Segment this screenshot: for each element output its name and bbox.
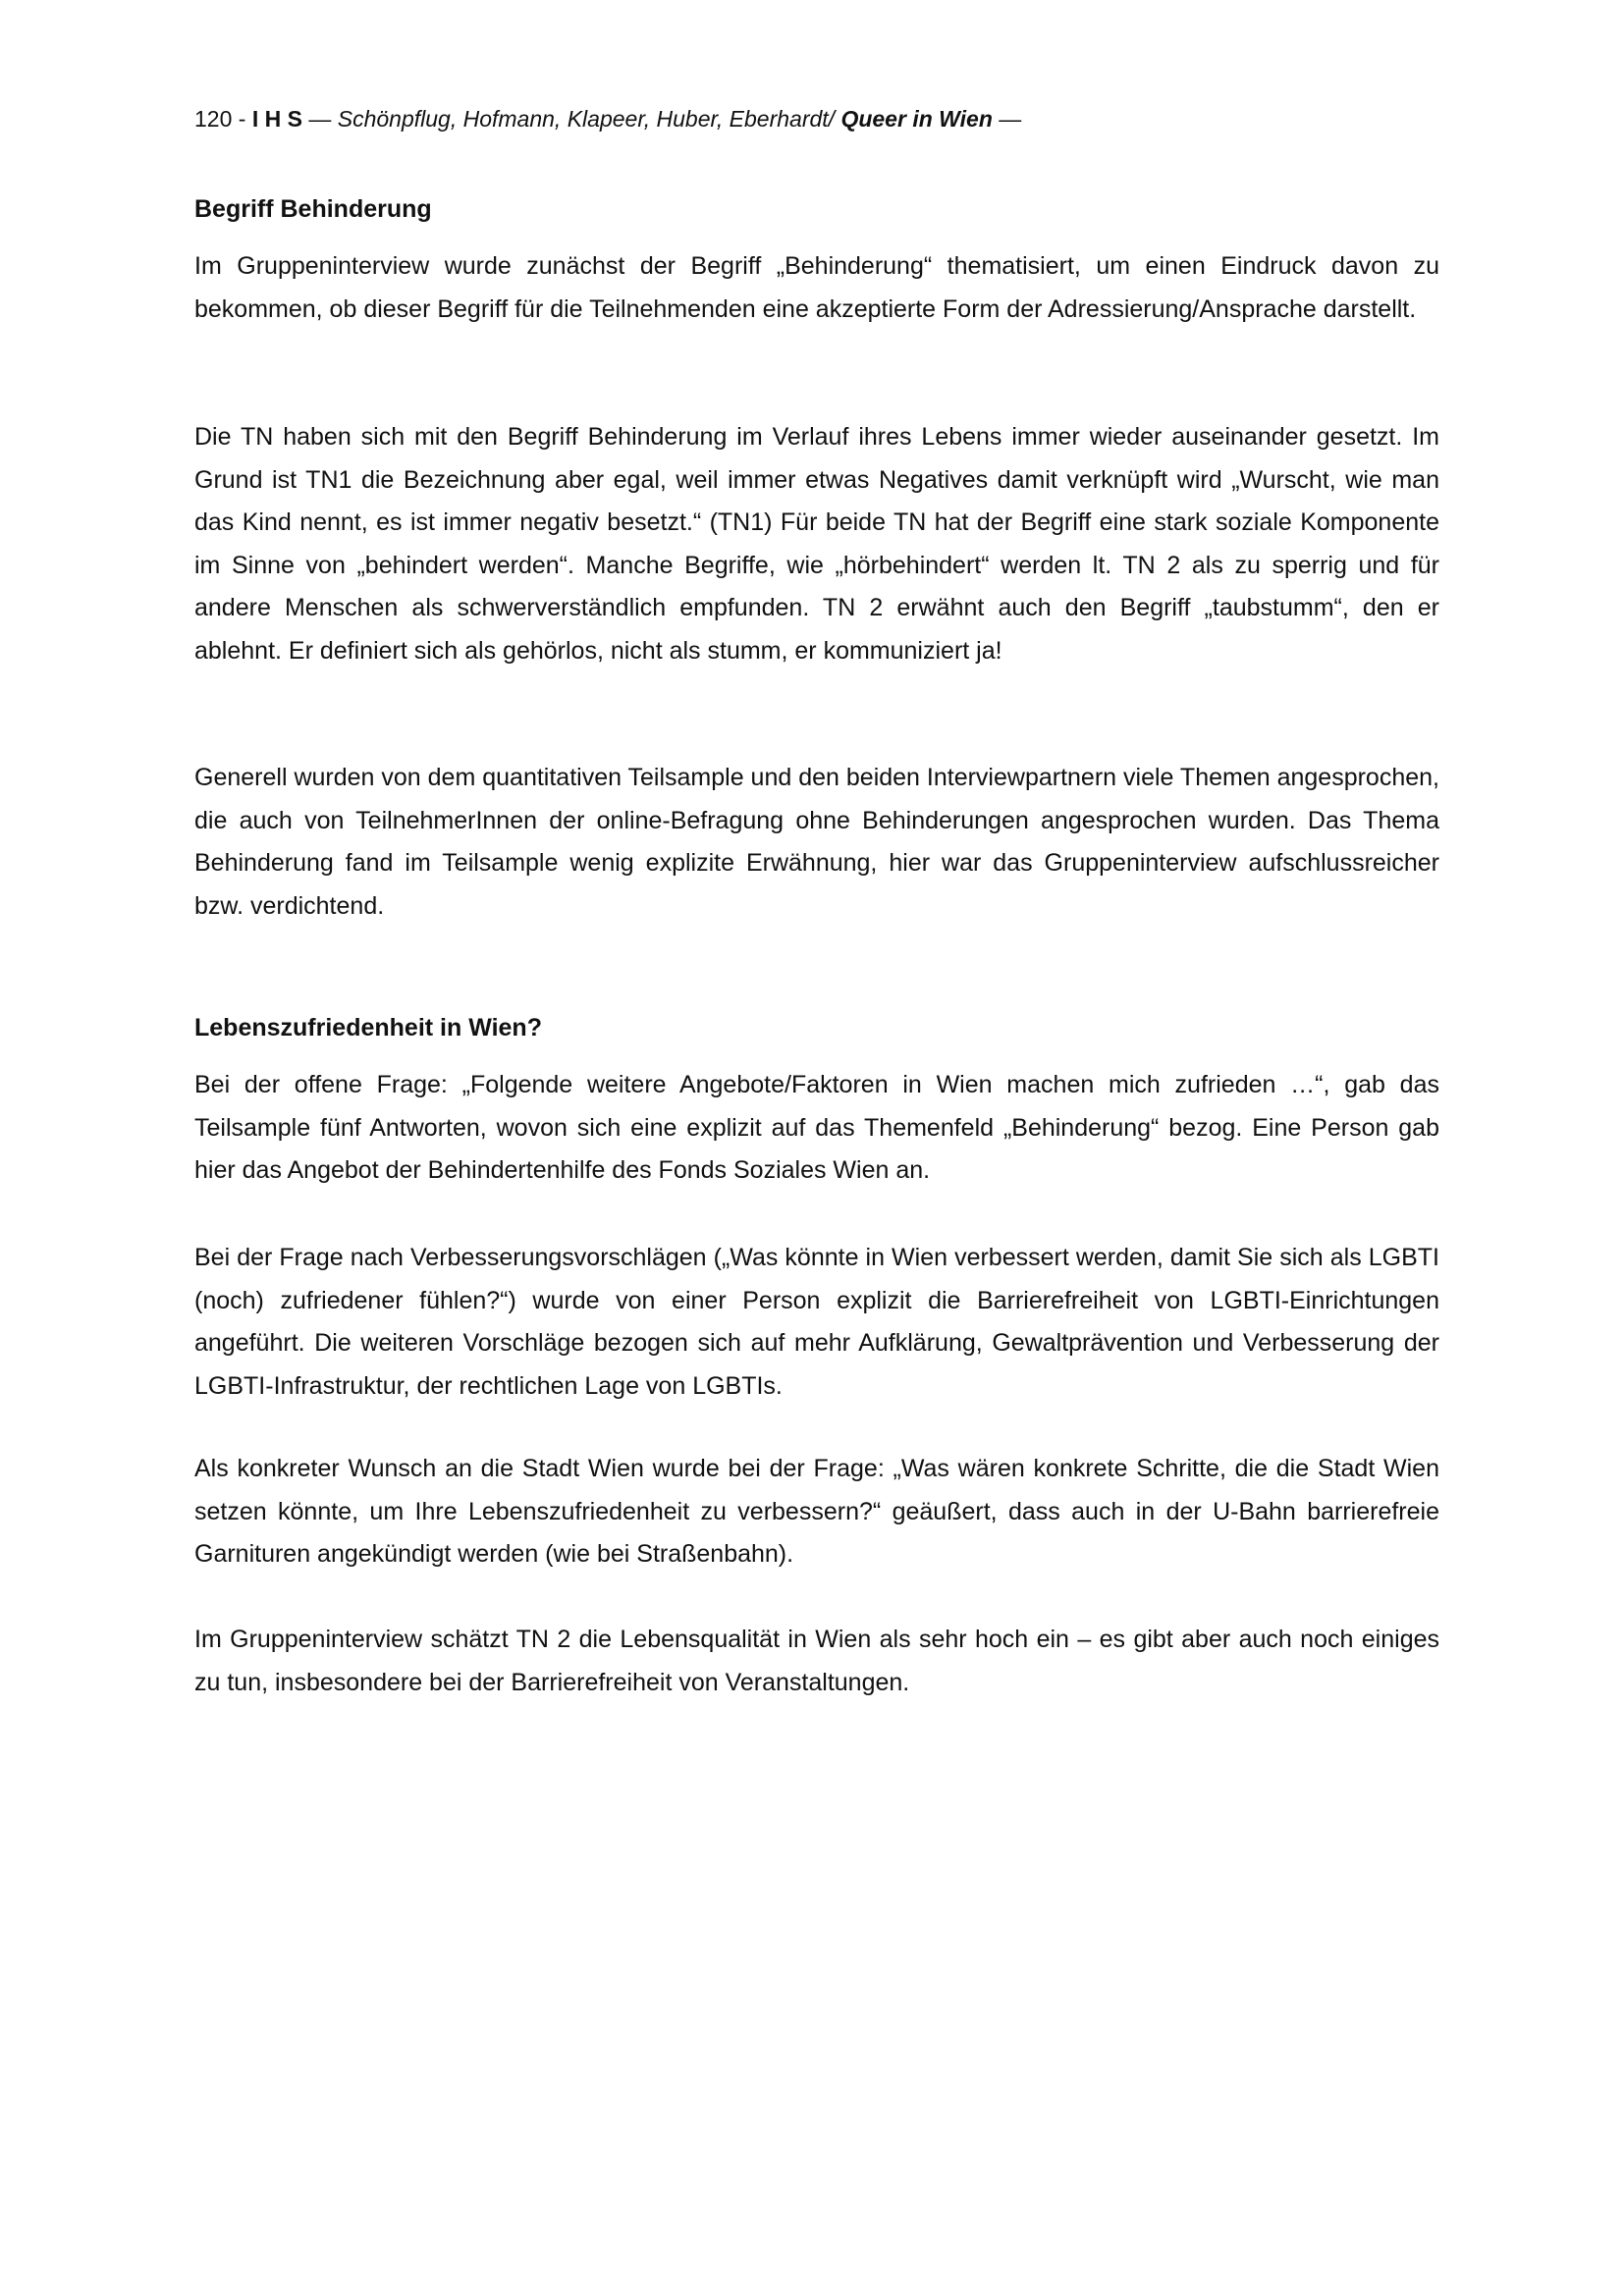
body-paragraph: Im Gruppeninterview wurde zunächst der Begriff „Behinderung“ thematisiert, um einen Eindruck davon zu bekommen, ob dieser Begriff für die Teilnehmenden eine akzeptierte Form der Adressierung/Ansprache darstellt. — [194, 252, 1439, 323]
body-paragraph: Bei der Frage nach Verbesserungsvorschlägen („Was könnte in Wien verbessert werden, damit Sie sich als LGBTI (noch) zufriedener fühlen?“) wurde von einer Person explizit die Barrierefreiheit von LGBTI-Einrichtungen angeführt. Die weiteren Vorschläge bezogen sich auf mehr Aufklärung, Gewaltprävention und Verbesserung der LGBTI-Infrastruktur, der rechtlichen Lage von LGBTIs. — [194, 1244, 1439, 1400]
body-paragraph: Als konkreter Wunsch an die Stadt Wien wurde bei der Frage: „Was wären konkrete Schritte, die die Stadt Wien setzen könnte, um Ihre Lebenszufriedenheit zu verbessern?“ geäußert, dass auch in der U-Bahn barrierefreie Garnituren angekündigt werden (wie bei Straßenbahn). — [194, 1455, 1439, 1568]
header-dash: — — [301, 106, 338, 132]
section-heading: Begriff Behinderung — [194, 195, 432, 223]
body-paragraph: Generell wurden von dem quantitativen Teilsample und den beiden Interviewpartnern viele Themen angesprochen, die auch von TeilnehmerInnen der online-Befragung ohne Behinderungen angesprochen wurden. Das Thema Behinderung fand im Teilsample wenig explizite Erwähnung, hier war das Gruppeninterview aufschlussreicher bzw. verdichtend. — [194, 764, 1439, 920]
body-paragraph: Die TN haben sich mit den Begriff Behinderung im Verlauf ihres Lebens immer wieder auseinander gesetzt. Im Grund ist TN1 die Bezeichnung aber egal, weil immer etwas Negatives damit verknüpft wird „Wurscht, wie man das Kind nennt, es ist immer negativ besetzt.“ (TN1) Für beide TN hat der Begriff eine stark soziale Komponente im Sinne von „behindert werden“. Manche Begriffe, wie „hörbehindert“ werden lt. TN 2 als zu sperrig und für andere Menschen als schwerverständlich empfunden. TN 2 erwähnt auch den Begriff „taubstumm“, den er ablehnt. Er definiert sich als gehörlos, nicht als stumm, er kommuniziert ja! — [194, 423, 1439, 665]
running-header — [194, 103, 1021, 134]
body-paragraph: Im Gruppeninterview schätzt TN 2 die Lebensqualität in Wien als sehr hoch ein – es gibt aber auch noch einiges zu tun, insbesondere bei der Barrierefreiheit von Veranstaltungen. — [194, 1626, 1439, 1696]
header-dash: — — [992, 106, 1022, 132]
body-paragraph: Bei der offene Frage: „Folgende weitere Angebote/Faktoren in Wien machen mich zufrieden …“, gab das Teilsample fünf Antworten, wovon sich eine explizit auf das Themenfeld „Behinderung“ bezog. Eine Person gab hier das Angebot der Behindertenhilfe des Fonds Soziales Wien an. — [194, 1071, 1439, 1184]
header-authors: Schönpflug, Hofmann, Klapeer, Huber, Eberhardt/ — [337, 106, 841, 132]
page-number: 120 - — [194, 106, 252, 132]
document-title: Queer in Wien — [840, 106, 993, 132]
institute-name: I H S — [251, 106, 302, 132]
section-heading: Lebenszufriedenheit in Wien? — [194, 1014, 542, 1041]
